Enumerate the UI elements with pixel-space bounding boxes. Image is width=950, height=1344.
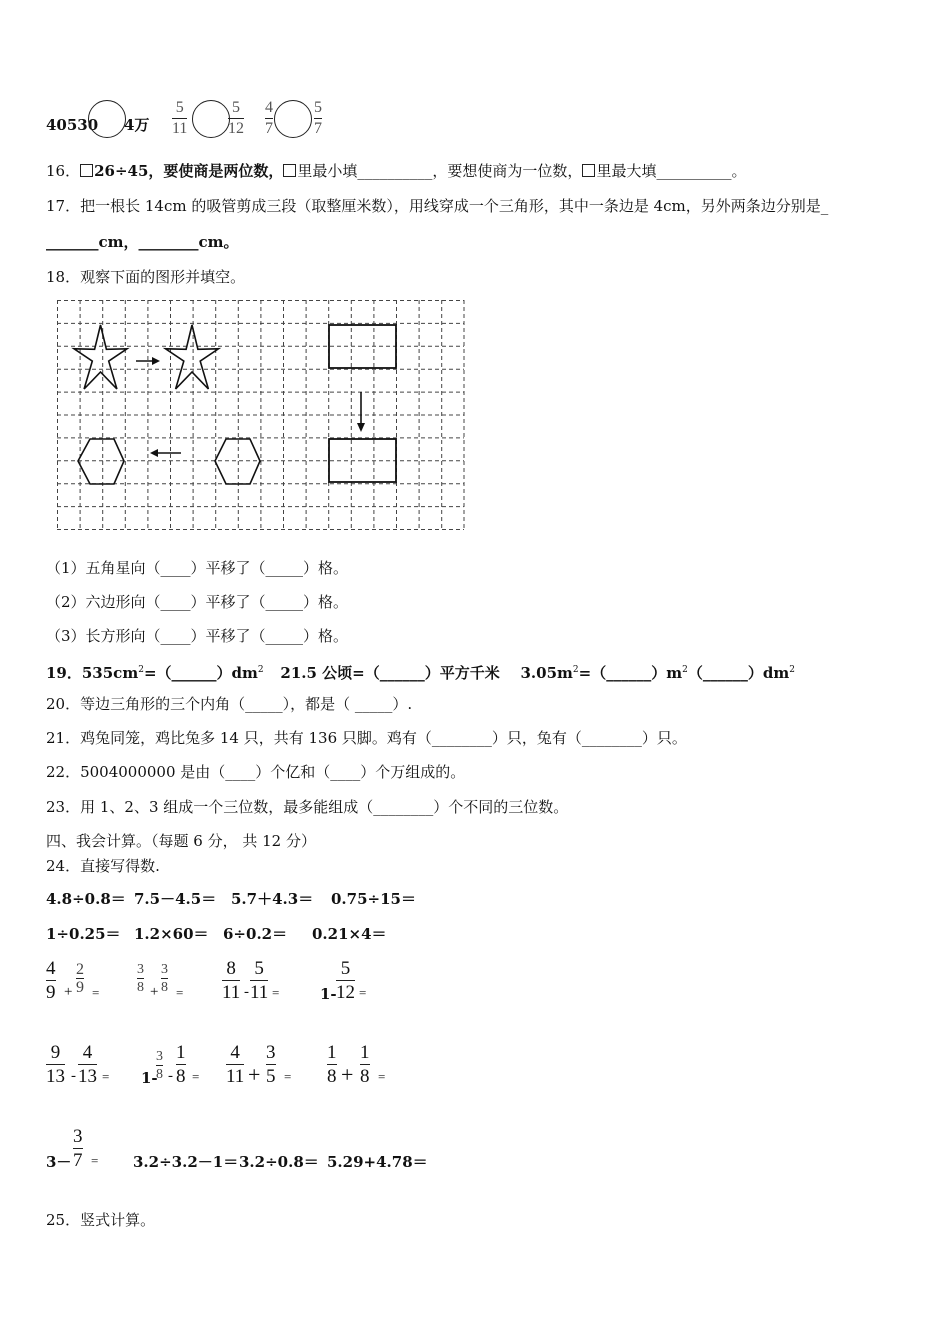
question-19: [46, 661, 795, 682]
compare-circle-2[interactable]: [192, 100, 230, 138]
hexagon-shape-right: [215, 439, 260, 484]
star-shape-left: [74, 325, 127, 389]
q16-part1: 26÷45，要使商是两位数，: [94, 162, 284, 180]
operator: +: [248, 1062, 261, 1087]
fraction: 9 13: [46, 1042, 65, 1087]
fraction: 3 8: [156, 1049, 163, 1082]
star-shape-right: [166, 325, 219, 389]
question-24-title: 24．直接写得数.: [46, 857, 160, 875]
q19-sup: 2: [789, 665, 795, 675]
question-17-line2: _______cm，________cm。: [46, 233, 239, 251]
arrow-left-icon: [150, 449, 181, 457]
fraction: 3 7: [73, 1126, 83, 1171]
equals: =: [359, 985, 367, 1000]
fraction-5-11: 5 11: [172, 99, 188, 137]
fraction: 4 13: [78, 1042, 97, 1087]
blank-box-icon: [582, 164, 595, 177]
calc-item: 1÷0.25＝: [46, 925, 121, 943]
equals: =: [102, 1069, 110, 1084]
fraction: 5 11: [250, 958, 269, 1003]
calc-item: 3.2÷3.2－1＝: [133, 1153, 239, 1171]
question-21: 21．鸡兔同笼，鸡比兔多 14 只，共有 136 只脚。鸡有（________）只，兔有（________）只。: [46, 729, 687, 747]
q16-part3: 里最大填__________。: [596, 162, 747, 180]
q16-part2: 里最小填__________，要想使商为一位数，: [297, 162, 583, 180]
fraction: 3 5: [266, 1042, 276, 1087]
question-20: 20．等边三角形的三个内角（_____），都是（ _____）.: [46, 695, 413, 713]
operator: +: [341, 1062, 354, 1087]
equals: =: [272, 985, 280, 1000]
fraction: 1 8: [176, 1042, 186, 1087]
fraction: 3 8: [137, 962, 144, 995]
question-18-sub1: （1）五角星向（____）平移了（_____）格。: [46, 559, 349, 577]
q19-sup: 2: [682, 665, 688, 675]
calc-item: 5.29+4.78＝: [327, 1153, 428, 1171]
expression-prefix: 1-: [141, 1069, 158, 1087]
q19-part-a: 19．535cm: [46, 664, 139, 682]
calc-item: 4.8÷0.8＝: [46, 890, 126, 908]
q19-sup: 2: [138, 665, 144, 675]
blank-box-icon: [80, 164, 93, 177]
arrow-down-icon: [357, 392, 365, 432]
expression-prefix: 3－: [46, 1153, 72, 1171]
fraction-5-12: 5 12: [228, 99, 244, 137]
calc-item: 1.2×60＝: [134, 925, 209, 943]
hexagon-shape-left: [78, 439, 124, 484]
question-25: 25．竖式计算。: [46, 1211, 156, 1229]
question-22: 22．5004000000 是由（____）个亿和（____）个万组成的。: [46, 763, 466, 781]
fraction: 1 8: [327, 1042, 337, 1087]
fraction: 3 8: [161, 962, 168, 995]
calc-item: 6÷0.2＝: [223, 925, 288, 943]
calc-item: 0.21×4＝: [312, 925, 387, 943]
fraction: 2 9: [76, 961, 84, 996]
q19-part-a-rest: =（______）dm: [143, 664, 258, 682]
fraction-5-7: 5 7: [314, 99, 322, 137]
q19-part-c-rest2: （______）dm: [687, 664, 790, 682]
operator: -: [168, 1068, 173, 1084]
q19-part-c: 3.05m: [520, 664, 573, 682]
blank-box-icon: [283, 164, 296, 177]
question-18-sub3: （3）长方形向（____）平移了（_____）格。: [46, 627, 349, 645]
operator: -: [71, 1068, 76, 1084]
operator: +: [150, 984, 159, 1000]
fraction-4-7: 4 7: [265, 99, 273, 137]
compare-left-number: 40530: [46, 116, 99, 134]
question-17-line1: 17．把一根长 14cm 的吸管剪成三段（取整厘米数），用线穿成一个三角形，其中一条边是 4cm，另外两条边分别是_: [46, 197, 829, 215]
equals: =: [378, 1069, 386, 1084]
section-4-heading: 四、我会计算。（每题 6 分， 共 12 分）: [46, 832, 316, 850]
q19-sup: 2: [572, 665, 579, 675]
calc-item: 0.75÷15＝: [331, 890, 416, 908]
equals: =: [91, 1153, 99, 1168]
calc-item: 5.7＋4.3＝: [231, 890, 314, 908]
equals: =: [284, 1069, 292, 1084]
fraction: 1 8: [360, 1042, 370, 1087]
question-18-title: 18．观察下面的图形并填空。: [46, 268, 246, 286]
fraction: 4 9: [46, 958, 56, 1003]
compare-circle-3[interactable]: [274, 100, 312, 138]
equals: =: [192, 1069, 200, 1084]
calc-item: 3.2÷0.8＝: [239, 1153, 319, 1171]
equals: =: [92, 985, 100, 1000]
fraction: 5 12: [336, 958, 355, 1003]
question-18-sub2: （2）六边形向（____）平移了（_____）格。: [46, 593, 349, 611]
q19-sup: 2: [257, 665, 264, 675]
fraction: 4 11: [226, 1042, 245, 1087]
expression-prefix: 1-: [320, 985, 337, 1003]
calc-item: 7.5－4.5＝: [134, 890, 217, 908]
question-23: 23．用 1、2、3 组成一个三位数，最多能组成（________）个不同的三位数。: [46, 798, 569, 816]
operator: +: [64, 984, 73, 1000]
question-16: [46, 162, 746, 180]
q19-part-b: 21.5 公顷=（______）平方千米: [280, 664, 500, 682]
compare-circle-1[interactable]: [88, 100, 126, 138]
q16-number: 16．: [46, 162, 81, 180]
operator: -: [244, 984, 249, 1000]
equals: =: [176, 985, 184, 1000]
fraction: 8 11: [222, 958, 241, 1003]
translation-grid-figure: [57, 300, 465, 531]
q19-part-c-rest: =（______）m: [578, 664, 683, 682]
compare-right-number: 4万: [124, 116, 150, 134]
